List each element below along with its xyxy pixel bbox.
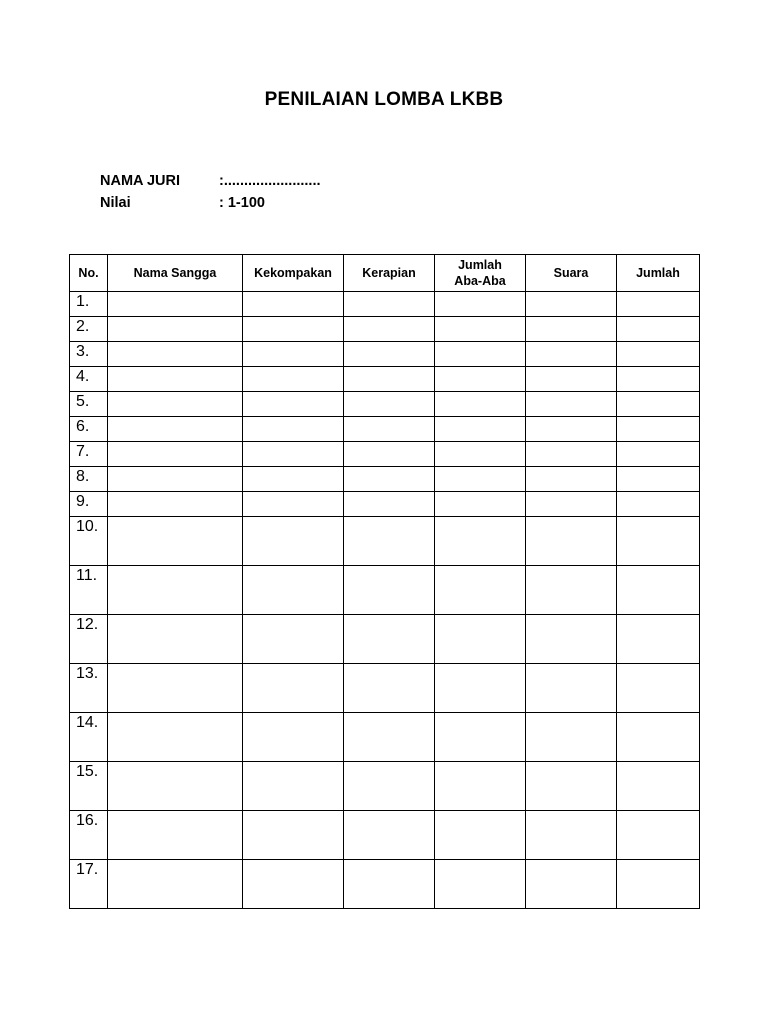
suara-cell[interactable]	[526, 292, 617, 317]
kerapian-cell[interactable]	[344, 292, 435, 317]
suara-cell[interactable]	[526, 713, 617, 762]
jumlah-aba-aba-cell[interactable]	[435, 367, 526, 392]
suara-cell[interactable]	[526, 517, 617, 566]
kekompakan-cell[interactable]	[243, 811, 344, 860]
nama-sangga-cell[interactable]	[108, 417, 243, 442]
kekompakan-cell[interactable]	[243, 517, 344, 566]
suara-cell[interactable]	[526, 392, 617, 417]
table-row	[70, 615, 700, 664]
suara-cell[interactable]	[526, 492, 617, 517]
kerapian-cell[interactable]	[344, 517, 435, 566]
kekompakan-cell[interactable]	[243, 860, 344, 909]
nama-sangga-cell[interactable]	[108, 442, 243, 467]
jumlah-aba-aba-cell[interactable]	[435, 342, 526, 367]
score-range-label: Nilai	[100, 195, 131, 211]
kerapian-cell[interactable]	[344, 615, 435, 664]
judge-name-value: :........................	[219, 173, 321, 189]
suara-cell[interactable]	[526, 317, 617, 342]
jumlah-cell[interactable]	[617, 762, 700, 811]
nama-sangga-cell[interactable]	[108, 392, 243, 417]
kerapian-cell[interactable]	[344, 811, 435, 860]
row-number: 16.	[70, 811, 108, 860]
judge-name-label: NAMA JURI	[100, 173, 181, 189]
suara-cell[interactable]	[526, 860, 617, 909]
jumlah-cell[interactable]	[617, 615, 700, 664]
jumlah-aba-aba-cell[interactable]	[435, 860, 526, 909]
table-row	[70, 517, 700, 566]
suara-cell[interactable]	[526, 417, 617, 442]
jumlah-aba-aba-cell[interactable]	[435, 517, 526, 566]
kekompakan-cell[interactable]	[243, 615, 344, 664]
kekompakan-cell[interactable]	[243, 342, 344, 367]
suara-cell[interactable]	[526, 566, 617, 615]
suara-cell[interactable]	[526, 467, 617, 492]
header-jumlah: Jumlah	[617, 255, 700, 292]
row-number: 10.	[70, 517, 108, 566]
table-row	[70, 367, 700, 392]
table-row	[70, 442, 700, 467]
table-row	[70, 467, 700, 492]
suara-cell[interactable]	[526, 615, 617, 664]
jumlah-aba-aba-cell[interactable]	[435, 566, 526, 615]
table-row	[70, 492, 700, 517]
score-table	[69, 254, 700, 909]
nama-sangga-cell[interactable]	[108, 492, 243, 517]
table-row	[70, 342, 700, 367]
table-row	[70, 566, 700, 615]
table-row	[70, 762, 700, 811]
suara-cell[interactable]	[526, 342, 617, 367]
table-row	[70, 392, 700, 417]
kekompakan-cell[interactable]	[243, 762, 344, 811]
kerapian-cell[interactable]	[344, 762, 435, 811]
document-title: PENILAIAN LOMBA LKBB	[264, 89, 504, 110]
kerapian-cell[interactable]	[344, 713, 435, 762]
jumlah-aba-aba-cell[interactable]	[435, 492, 526, 517]
jumlah-aba-aba-cell[interactable]	[435, 467, 526, 492]
jumlah-cell[interactable]	[617, 492, 700, 517]
kerapian-cell[interactable]	[344, 442, 435, 467]
jumlah-cell[interactable]	[617, 860, 700, 909]
header-no: No.	[70, 255, 108, 292]
jumlah-cell[interactable]	[617, 811, 700, 860]
kekompakan-cell[interactable]	[243, 467, 344, 492]
kekompakan-cell[interactable]	[243, 566, 344, 615]
table-row	[70, 860, 700, 909]
row-number: 9.	[70, 492, 108, 517]
nama-sangga-cell[interactable]	[108, 615, 243, 664]
header-suara: Suara	[526, 255, 617, 292]
suara-cell[interactable]	[526, 664, 617, 713]
kerapian-cell[interactable]	[344, 367, 435, 392]
jumlah-cell[interactable]	[617, 664, 700, 713]
nama-sangga-cell[interactable]	[108, 713, 243, 762]
table-row	[70, 317, 700, 342]
row-number: 3.	[70, 342, 108, 367]
nama-sangga-cell[interactable]	[108, 342, 243, 367]
kerapian-cell[interactable]	[344, 417, 435, 442]
kekompakan-cell[interactable]	[243, 713, 344, 762]
jumlah-aba-aba-cell[interactable]	[435, 317, 526, 342]
row-number: 13.	[70, 664, 108, 713]
kekompakan-cell[interactable]	[243, 317, 344, 342]
kekompakan-cell[interactable]	[243, 664, 344, 713]
kekompakan-cell[interactable]	[243, 367, 344, 392]
row-number: 14.	[70, 713, 108, 762]
table-header-row	[70, 255, 700, 292]
jumlah-aba-aba-cell[interactable]	[435, 762, 526, 811]
table-row	[70, 292, 700, 317]
nama-sangga-cell[interactable]	[108, 292, 243, 317]
kerapian-cell[interactable]	[344, 392, 435, 417]
row-number: 11.	[70, 566, 108, 615]
jumlah-cell[interactable]	[617, 467, 700, 492]
kerapian-cell[interactable]	[344, 492, 435, 517]
kekompakan-cell[interactable]	[243, 417, 344, 442]
jumlah-cell[interactable]	[617, 342, 700, 367]
suara-cell[interactable]	[526, 442, 617, 467]
jumlah-aba-aba-cell[interactable]	[435, 811, 526, 860]
kerapian-cell[interactable]	[344, 664, 435, 713]
nama-sangga-cell[interactable]	[108, 860, 243, 909]
score-table-body	[70, 292, 700, 909]
score-range-value: : 1-100	[219, 195, 265, 211]
jumlah-cell[interactable]	[617, 713, 700, 762]
row-number: 12.	[70, 615, 108, 664]
suara-cell[interactable]	[526, 367, 617, 392]
row-number: 2.	[70, 317, 108, 342]
suara-cell[interactable]	[526, 811, 617, 860]
header-kekompakan: Kekompakan	[243, 255, 344, 292]
row-number: 7.	[70, 442, 108, 467]
kerapian-cell[interactable]	[344, 467, 435, 492]
nama-sangga-cell[interactable]	[108, 566, 243, 615]
nama-sangga-cell[interactable]	[108, 762, 243, 811]
nama-sangga-cell[interactable]	[108, 467, 243, 492]
kerapian-cell[interactable]	[344, 860, 435, 909]
row-number: 4.	[70, 367, 108, 392]
nama-sangga-cell[interactable]	[108, 811, 243, 860]
row-number: 5.	[70, 392, 108, 417]
nama-sangga-cell[interactable]	[108, 664, 243, 713]
jumlah-aba-aba-cell[interactable]	[435, 442, 526, 467]
kerapian-cell[interactable]	[344, 342, 435, 367]
suara-cell[interactable]	[526, 762, 617, 811]
row-number: 6.	[70, 417, 108, 442]
kekompakan-cell[interactable]	[243, 292, 344, 317]
table-row	[70, 713, 700, 762]
jumlah-cell[interactable]	[617, 292, 700, 317]
row-number: 8.	[70, 467, 108, 492]
kerapian-cell[interactable]	[344, 566, 435, 615]
jumlah-aba-aba-cell[interactable]	[435, 292, 526, 317]
kekompakan-cell[interactable]	[243, 492, 344, 517]
jumlah-aba-aba-cell[interactable]	[435, 615, 526, 664]
kekompakan-cell[interactable]	[243, 442, 344, 467]
row-number: 1.	[70, 292, 108, 317]
jumlah-cell[interactable]	[617, 317, 700, 342]
kerapian-cell[interactable]	[344, 317, 435, 342]
kekompakan-cell[interactable]	[243, 392, 344, 417]
row-number: 17.	[70, 860, 108, 909]
header-jumlah-aba-aba: Jumlah Aba-Aba	[435, 255, 526, 292]
nama-sangga-cell[interactable]	[108, 317, 243, 342]
table-row	[70, 811, 700, 860]
jumlah-cell[interactable]	[617, 417, 700, 442]
table-row	[70, 664, 700, 713]
table-row	[70, 417, 700, 442]
jumlah-aba-aba-cell[interactable]	[435, 713, 526, 762]
jumlah-cell[interactable]	[617, 367, 700, 392]
jumlah-aba-aba-cell[interactable]	[435, 392, 526, 417]
jumlah-aba-aba-cell[interactable]	[435, 664, 526, 713]
jumlah-aba-aba-cell[interactable]	[435, 417, 526, 442]
header-nama-sangga: Nama Sangga	[108, 255, 243, 292]
nama-sangga-cell[interactable]	[108, 517, 243, 566]
header-kerapian: Kerapian	[344, 255, 435, 292]
jumlah-cell[interactable]	[617, 392, 700, 417]
jumlah-cell[interactable]	[617, 442, 700, 467]
nama-sangga-cell[interactable]	[108, 367, 243, 392]
jumlah-cell[interactable]	[617, 517, 700, 566]
jumlah-cell[interactable]	[617, 566, 700, 615]
row-number: 15.	[70, 762, 108, 811]
